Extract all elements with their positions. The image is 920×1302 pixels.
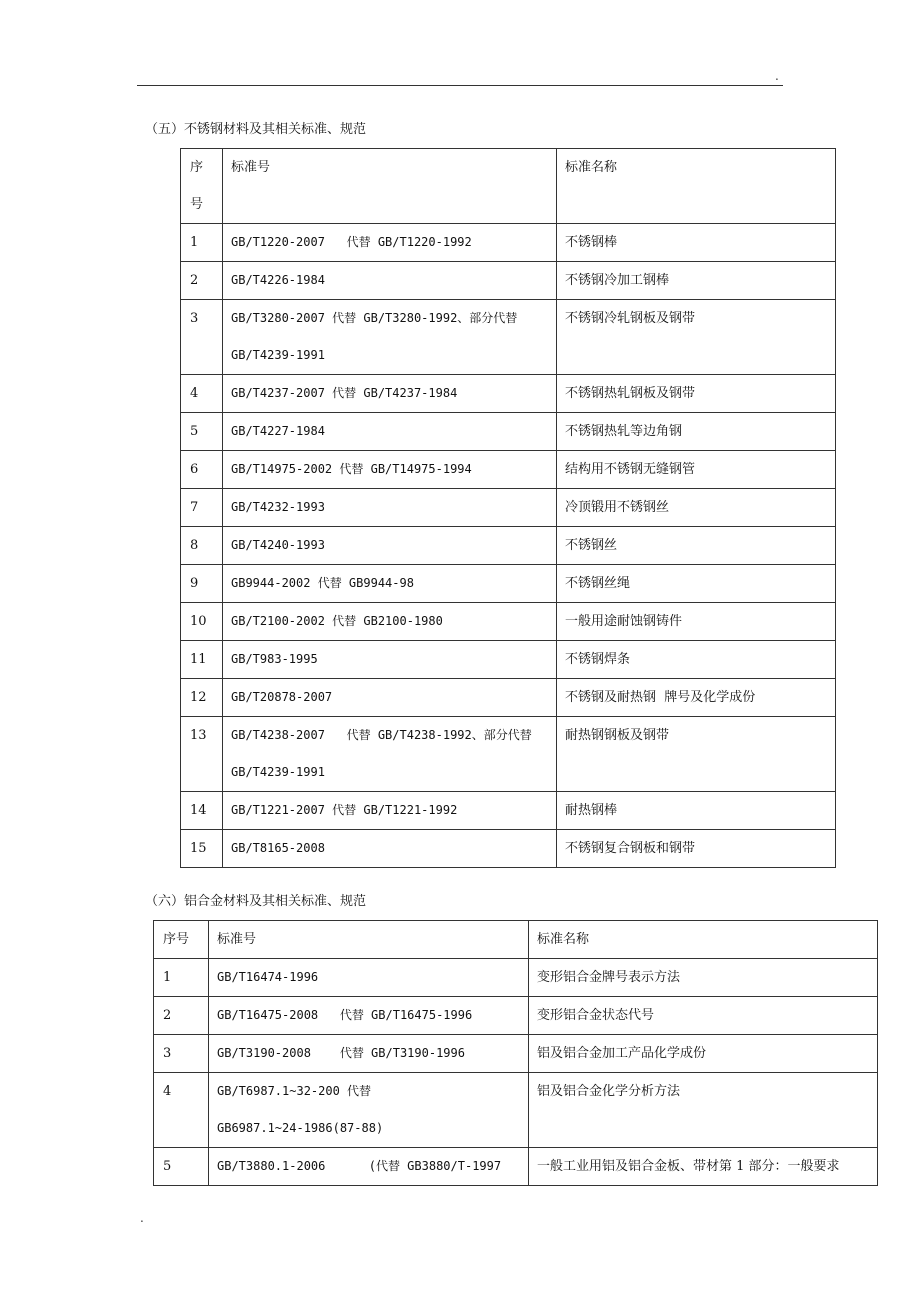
header-standard-name-text: 标准名称 xyxy=(537,932,590,947)
row-standard-name xyxy=(529,1148,878,1186)
row-standard-name xyxy=(557,527,836,565)
row-standard-name-text: 铝及铝合金加工产品化学成份 xyxy=(537,1046,707,1061)
row-standard-code-text: GB/T14975-2002 代替 GB/T14975-1994 xyxy=(231,462,472,476)
row-standard-name-text: 一般用途耐蚀钢铸件 xyxy=(565,614,683,629)
table-row xyxy=(181,603,836,641)
table-row xyxy=(181,224,836,262)
row-standard-code-text: GB/T1221-2007 代替 GB/T1221-1992 xyxy=(231,803,458,817)
header-standard-name-text: 标准名称 xyxy=(565,160,618,175)
row-standard-code xyxy=(223,489,557,527)
row-standard-name xyxy=(557,262,836,300)
row-serial-no xyxy=(181,300,223,375)
row-serial-no xyxy=(181,375,223,413)
row-serial-no xyxy=(181,489,223,527)
row-serial-no xyxy=(181,224,223,262)
row-standard-code xyxy=(223,565,557,603)
row-standard-code-text: GB/T4240-1993 xyxy=(231,538,325,552)
row-serial-no xyxy=(181,717,223,792)
table-row xyxy=(181,679,836,717)
header-standard-code-text: 标准号 xyxy=(217,932,257,947)
table-row xyxy=(154,997,878,1035)
row-standard-name-text: 不锈钢冷加工钢棒 xyxy=(565,273,670,288)
row-standard-name-text: 耐热钢钢板及钢带 xyxy=(565,728,670,743)
header-standard-code-text: 标准号 xyxy=(231,160,271,175)
row-standard-code-text: GB/T3280-2007 代替 GB/T3280-1992、部分代替 xyxy=(231,311,518,325)
table-row xyxy=(154,1073,878,1148)
row-standard-code xyxy=(223,375,557,413)
row-standard-name xyxy=(557,413,836,451)
row-standard-name xyxy=(557,489,836,527)
row-standard-code-text: GB/T16475-2008 代替 GB/T16475-1996 xyxy=(217,1008,473,1022)
row-standard-code xyxy=(209,1035,529,1073)
row-standard-code-text: GB/T16474-1996 xyxy=(217,970,319,984)
row-serial-no-text: 4 xyxy=(190,386,199,401)
row-serial-no xyxy=(154,1148,209,1186)
table-row xyxy=(181,792,836,830)
row-standard-code xyxy=(223,262,557,300)
row-serial-no-text: 3 xyxy=(190,311,199,326)
row-standard-code-text: GB/T4232-1993 xyxy=(231,500,325,514)
row-standard-code-text: GB/T1220-2007 代替 GB/T1220-1992 xyxy=(231,235,472,249)
row-standard-code xyxy=(223,830,557,868)
row-standard-code-text: GB/T3880.1-2006 (代替 GB3880/T-1997 xyxy=(217,1159,502,1173)
header-mark: . xyxy=(775,69,779,83)
row-standard-code xyxy=(209,997,529,1035)
header-serial-no-text: 序号 xyxy=(163,932,190,947)
header-standard-code xyxy=(209,921,529,959)
row-standard-name xyxy=(529,997,878,1035)
row-standard-code xyxy=(223,224,557,262)
row-serial-no-text: 6 xyxy=(190,462,199,477)
row-standard-name-text: 不锈钢及耐热钢 牌号及化学成份 xyxy=(565,690,756,705)
row-standard-name xyxy=(557,830,836,868)
section-6-heading: （六）铝合金材料及其相关标准、规范 xyxy=(145,894,367,909)
row-standard-code xyxy=(209,1073,529,1148)
row-serial-no-text: 11 xyxy=(190,652,207,667)
row-standard-code-text: GB/T4227-1984 xyxy=(231,424,325,438)
row-standard-code-text: GB/T6987.1~32-200 代替 xyxy=(217,1084,372,1098)
row-serial-no xyxy=(181,830,223,868)
row-standard-code xyxy=(223,603,557,641)
row-serial-no-text: 2 xyxy=(163,1008,172,1023)
table-header-row xyxy=(181,149,836,224)
row-standard-code-text: GB/T20878-2007 xyxy=(231,690,333,704)
table-row xyxy=(181,300,836,375)
row-serial-no xyxy=(181,451,223,489)
row-standard-name-text: 不锈钢丝 xyxy=(565,538,618,553)
row-standard-name xyxy=(557,603,836,641)
row-standard-name xyxy=(557,451,836,489)
row-standard-name xyxy=(557,717,836,792)
row-standard-name xyxy=(557,641,836,679)
row-standard-code-text: GB/T4226-1984 xyxy=(231,273,325,287)
header-standard-code xyxy=(223,149,557,224)
header-standard-name xyxy=(529,921,878,959)
row-standard-name xyxy=(557,792,836,830)
row-standard-name-text: 变形铝合金牌号表示方法 xyxy=(537,970,681,985)
row-standard-name-text: 不锈钢热轧等边角钢 xyxy=(565,424,683,439)
table-row xyxy=(181,641,836,679)
table-row xyxy=(181,262,836,300)
row-standard-code xyxy=(223,413,557,451)
row-standard-code-text: GB/T8165-2008 xyxy=(231,841,325,855)
table-row xyxy=(181,451,836,489)
table-row xyxy=(154,959,878,997)
row-standard-name xyxy=(557,679,836,717)
header-serial-no xyxy=(154,921,209,959)
table-row xyxy=(181,489,836,527)
table-header-row xyxy=(154,921,878,959)
header-serial-no-text: 序 xyxy=(190,160,204,175)
row-standard-name-text: 耐热钢棒 xyxy=(565,803,618,818)
row-serial-no-text: 4 xyxy=(163,1084,172,1099)
header-standard-name xyxy=(557,149,836,224)
table-row xyxy=(154,1035,878,1073)
row-standard-code-text: GB/T2100-2002 代替 GB2100-1980 xyxy=(231,614,443,628)
row-standard-name xyxy=(529,959,878,997)
row-standard-name-text: 不锈钢复合钢板和钢带 xyxy=(565,841,696,856)
row-standard-code xyxy=(223,451,557,489)
row-serial-no-text: 7 xyxy=(190,500,199,515)
row-serial-no-text: 9 xyxy=(190,576,199,591)
row-standard-code-text: GB/T4239-1991 xyxy=(231,348,325,362)
header-rule xyxy=(137,85,783,86)
row-standard-name-text: 不锈钢棒 xyxy=(565,235,618,250)
row-serial-no xyxy=(181,527,223,565)
row-serial-no-text: 5 xyxy=(190,424,199,439)
row-standard-code xyxy=(223,300,557,375)
header-serial-no-text: 号 xyxy=(190,197,204,212)
row-standard-code-text: GB/T983-1995 xyxy=(231,652,318,666)
row-standard-code xyxy=(223,641,557,679)
row-serial-no xyxy=(181,679,223,717)
row-standard-code-text: GB/T3190-2008 代替 GB/T3190-1996 xyxy=(217,1046,465,1060)
row-standard-code xyxy=(223,527,557,565)
row-standard-name-text: 不锈钢丝绳 xyxy=(565,576,631,591)
row-serial-no-text: 10 xyxy=(190,614,207,629)
header-serial-no xyxy=(181,149,223,224)
row-serial-no xyxy=(181,603,223,641)
row-standard-code xyxy=(223,792,557,830)
row-serial-no-text: 1 xyxy=(163,970,172,985)
row-standard-name-text: 一般工业用铝及铝合金板、带材第 1 部分：一般要求 xyxy=(537,1159,840,1174)
table-row xyxy=(181,413,836,451)
row-serial-no-text: 1 xyxy=(190,235,199,250)
row-serial-no xyxy=(181,641,223,679)
row-standard-name xyxy=(529,1073,878,1148)
row-standard-name xyxy=(557,565,836,603)
row-standard-name-text: 变形铝合金状态代号 xyxy=(537,1008,655,1023)
row-standard-name xyxy=(529,1035,878,1073)
stainless-steel-standards-table xyxy=(180,148,836,868)
row-serial-no xyxy=(154,1073,209,1148)
row-serial-no xyxy=(181,565,223,603)
row-standard-code-text: GB/T4238-2007 代替 GB/T4238-1992、部分代替 xyxy=(231,728,532,742)
table-row xyxy=(181,717,836,792)
table-row xyxy=(181,565,836,603)
row-serial-no xyxy=(181,413,223,451)
row-standard-code-text: GB/T4237-2007 代替 GB/T4237-1984 xyxy=(231,386,458,400)
row-serial-no xyxy=(181,262,223,300)
footer-mark: . xyxy=(140,1211,144,1225)
row-standard-name xyxy=(557,375,836,413)
aluminum-alloy-standards-table xyxy=(153,920,878,1186)
table-row xyxy=(181,375,836,413)
row-standard-code xyxy=(223,717,557,792)
row-standard-code-text: GB/T4239-1991 xyxy=(231,765,325,779)
row-serial-no xyxy=(181,792,223,830)
row-serial-no xyxy=(154,1035,209,1073)
row-serial-no-text: 13 xyxy=(190,728,207,743)
table-row xyxy=(181,830,836,868)
row-serial-no xyxy=(154,997,209,1035)
row-standard-name-text: 结构用不锈钢无缝钢管 xyxy=(565,462,696,477)
row-standard-name-text: 不锈钢热轧钢板及钢带 xyxy=(565,386,696,401)
row-standard-code-text: GB9944-2002 代替 GB9944-98 xyxy=(231,576,414,590)
row-serial-no-text: 12 xyxy=(190,690,207,705)
row-serial-no xyxy=(154,959,209,997)
table-row xyxy=(154,1148,878,1186)
row-standard-code-text: GB6987.1~24-1986(87-88) xyxy=(217,1121,384,1135)
table-row xyxy=(181,527,836,565)
row-standard-name xyxy=(557,224,836,262)
row-standard-name-text: 不锈钢冷轧钢板及钢带 xyxy=(565,311,696,326)
row-standard-name-text: 不锈钢焊条 xyxy=(565,652,631,667)
row-standard-code xyxy=(223,679,557,717)
row-standard-name-text: 冷顶锻用不锈钢丝 xyxy=(565,500,670,515)
row-serial-no-text: 5 xyxy=(163,1159,172,1174)
row-serial-no-text: 14 xyxy=(190,803,207,818)
row-serial-no-text: 2 xyxy=(190,273,199,288)
row-standard-code xyxy=(209,1148,529,1186)
row-standard-name-text: 铝及铝合金化学分析方法 xyxy=(537,1084,681,1099)
row-serial-no-text: 8 xyxy=(190,538,199,553)
row-standard-name xyxy=(557,300,836,375)
row-serial-no-text: 15 xyxy=(190,841,207,856)
section-5-heading: （五）不锈钢材料及其相关标准、规范 xyxy=(145,122,367,137)
row-standard-code xyxy=(209,959,529,997)
row-serial-no-text: 3 xyxy=(163,1046,172,1061)
